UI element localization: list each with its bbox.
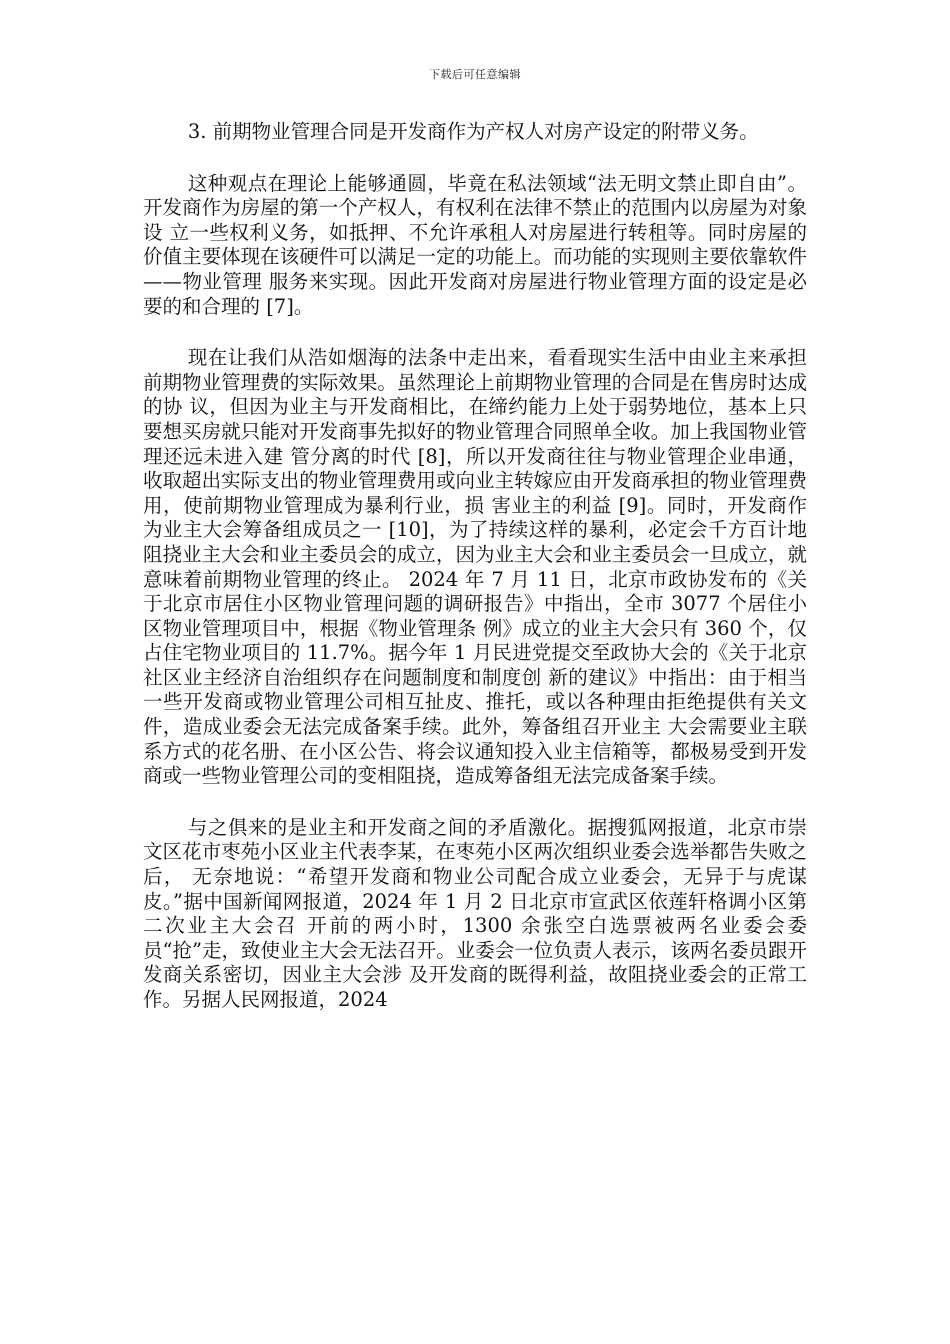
paragraph: 这种观点在理论上能够通圆，毕竟在私法领域“法无明文禁止即自由”。开发商作为房屋的第一个产权人，有权利在法律不禁止的范围内以房屋为对象设 立一些权利义务，如抵押、不允许承租人对房屋进行转租等。同时房屋的价值主要体现在该硬件可以满足一定的功能上。而功能的实现则主要依靠软件——物业管理 服务来实现。因此开发商对房屋进行物业管理方面的设定是必要的和合理的 [7]。 (143, 171, 807, 318)
document-body (143, 120, 807, 1040)
paragraph: 与之俱来的是业主和开发商之间的矛盾激化。据搜狐网报道，北京市崇文区花市枣苑小区业主代表李某，在枣苑小区两次组织业委会选举都告失败之后， 无奈地说：“希望开发商和物业公司配合成立业委会，无异于与虎谋皮。”据中国新闻网报道，2024 年 1 月 2 日北京市宣武区依莲轩格调小区第二次业主大会召 开前的两小时，1300 余张空白选票被两名业委会委员“抢”走，致使业主大会无法召开。业委会一位负责人表示，该两名委员跟开发商关系密切，因业主大会涉 及开发商的既得利益，故阻挠业委会的正常工作。另据人民网报道，2024 (143, 815, 807, 1011)
section-heading: 3. 前期物业管理合同是开发商作为产权人对房产设定的附带义务。 (187, 120, 759, 143)
page-header: 下载后可任意编辑 (429, 68, 521, 81)
paragraph: 现在让我们从浩如烟海的法条中走出来，看看现实生活中由业主来承担前期物业管理费的实际效果。虽然理论上前期物业管理的合同是在售房时达成的协 议，但因为业主与开发商相比，在缔约能力上处于弱势地位，基本上只要想买房就只能对开发商事先拟好的物业管理合同照单全收。加上我国物业管理还远未进入建 管分离的时代 [8]，所以开发商往往与物业管理企业串通，收取超出实际支出的物业管理费用或向业主转嫁应由开发商承担的物业管理费用，使前期物业管理成为暴利行业，损 害业主的利益 [9]。同时，开发商作为业主大会筹备组成员之一 [10]，为了持续这样的暴利，必定会千方百计地阻挠业主大会和业主委员会的成立，因为业主大会和业主委员会一旦成立，就意味着前期物业管理的终止。 2024 年 7 月 11 日，北京市政协发布的《关于北京市居住小区物业管理问题的调研报告》中指出，全市 3077 个居住小区物业管理项目中，根据《物业管理条 例》成立的业主大会只有 360 个，仅占住宅物业项目的 11.7%。据今年 1 月民进党提交至政协大会的《关于北京社区业主经济自治组织存在问题制度和制度创 新的建议》中指出：由于相当一些开发商或物业管理公司相互扯皮、推托，或以各种理由拒绝提供有关文件，造成业委会无法完成备案手续。此外，筹备组召开业主 大会需要业主联系方式的花名册、在小区公告、将会议通知投入业主信箱等，都极易受到开发商或一些物业管理公司的变相阻挠，造成筹备组无法完成备案手续。 (143, 346, 807, 788)
